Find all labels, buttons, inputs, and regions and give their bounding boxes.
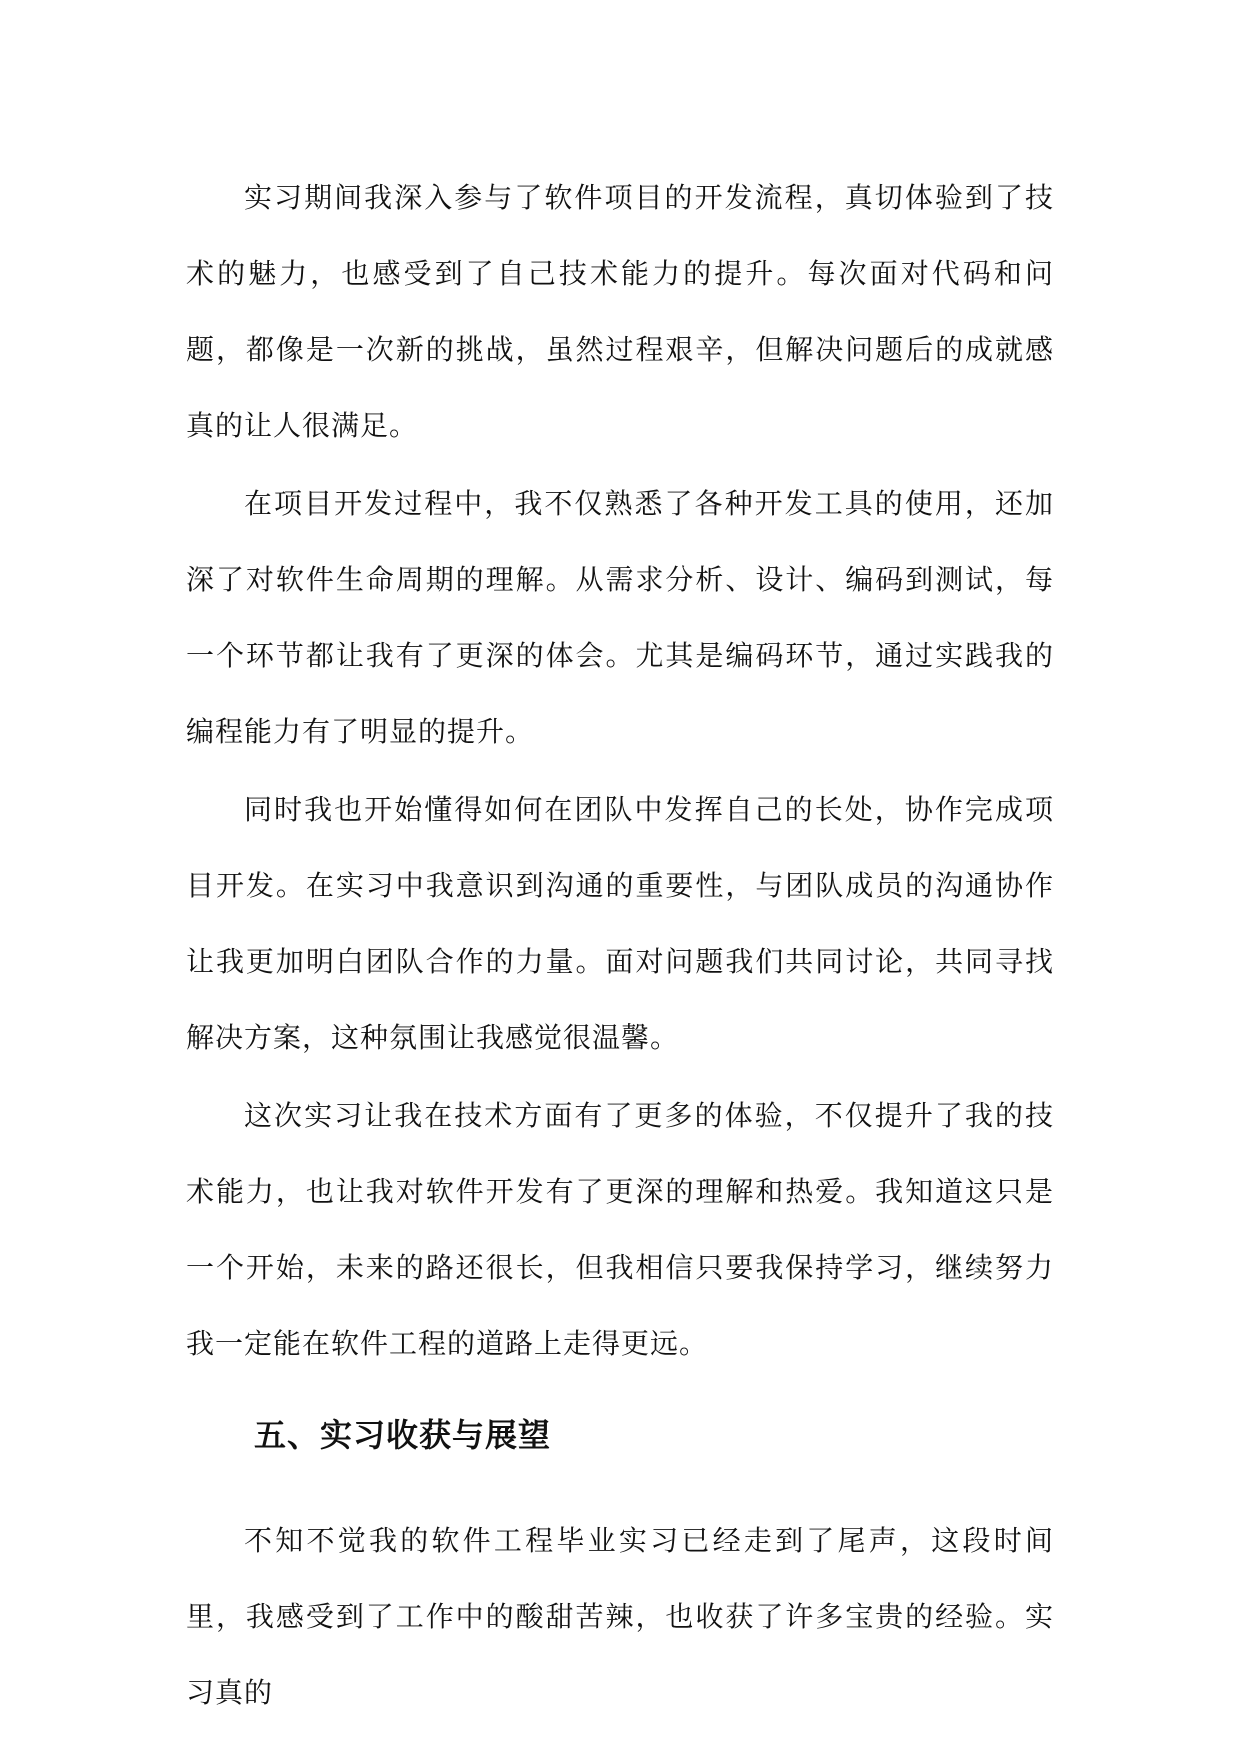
body-paragraph: 在项目开发过程中，我不仅熟悉了各种开发工具的使用，还加深了对软件生命周期的理解。从需求分析、设计、编码到测试，每一个环节都让我有了更深的体会。尤其是编码环节，通过实践我的编程能力有了明显的提升。 — [186, 487, 1054, 748]
body-paragraph: 这次实习让我在技术方面有了更多的体验，不仅提升了我的技术能力，也让我对软件开发有了更深的理解和热爱。我知道这只是一个开始，未来的路还很长，但我相信只要我保持学习，继续努力我一定能在软件工程的道路上走得更远。 — [186, 1099, 1054, 1360]
section-paragraph: 不知不觉我的软件工程毕业实习已经走到了尾声，这段时间里，我感受到了工作中的酸甜苦辣，也收获了许多宝贵的经验。实习真的 — [186, 1524, 1054, 1709]
body-paragraph: 实习期间我深入参与了软件项目的开发流程，真切体验到了技术的魅力，也感受到了自己技术能力的提升。每次面对代码和问题，都像是一次新的挑战，虽然过程艰辛，但解决问题后的成就感真的让人很满足。 — [186, 181, 1054, 442]
body-paragraph: 同时我也开始懂得如何在团队中发挥自己的长处，协作完成项目开发。在实习中我意识到沟通的重要性，与团队成员的沟通协作让我更加明白团队合作的力量。面对问题我们共同讨论，共同寻找解决方案，这种氛围让我感觉很温馨。 — [186, 793, 1054, 1054]
section-heading: 五、实习收获与展望 — [254, 1415, 552, 1454]
